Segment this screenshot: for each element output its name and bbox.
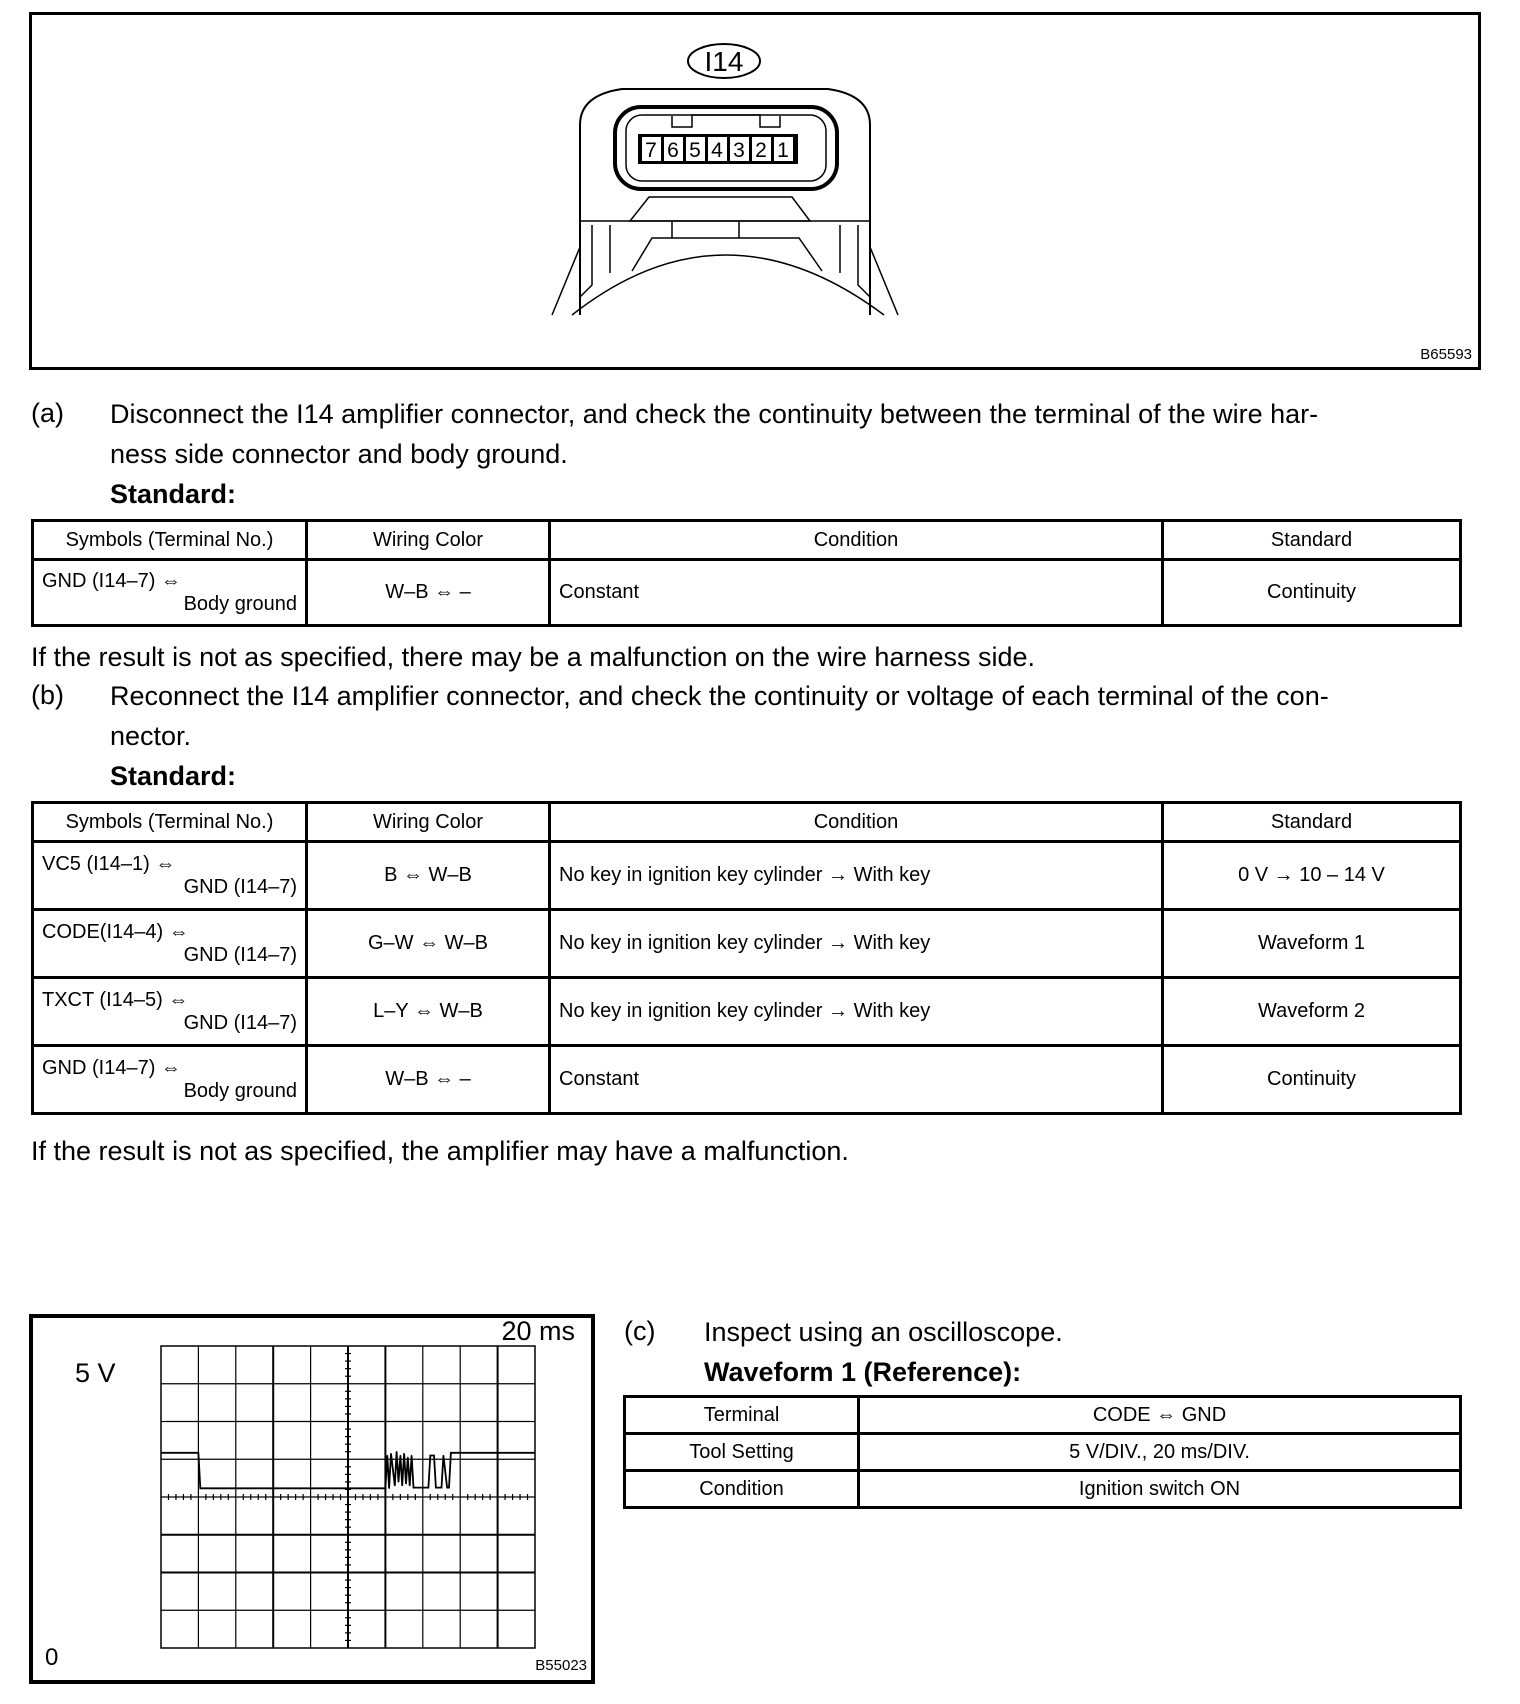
step-b-line1: Reconnect the I14 amplifier connector, and check the continuity or voltage of each terminal of the con- (110, 681, 1329, 711)
pin-number: 6 (667, 139, 679, 162)
cell-wiring: B ⇔ W–B (307, 842, 550, 910)
step-a-instructions (110, 394, 1490, 514)
label-condition: Condition (625, 1471, 859, 1508)
table-header-row (33, 803, 1461, 842)
cell-standard: 0 V → 10 – 14 V (1163, 842, 1461, 910)
pin-row (638, 134, 798, 164)
step-c-marker: (c) (624, 1316, 656, 1346)
waveform-point (385, 1488, 386, 1489)
figure-code: B55023 (535, 1657, 587, 1674)
waveform-point (405, 1483, 406, 1484)
waveform-point (415, 1487, 416, 1488)
connector-figure (29, 12, 1481, 370)
label-terminal: Terminal (625, 1397, 859, 1434)
waveform-point (389, 1488, 390, 1489)
cell-symbol: GND (I14–7) ⇔ Body ground (33, 560, 307, 626)
waveform-point (198, 1452, 199, 1453)
waveform-point (411, 1455, 412, 1456)
pin-number: 2 (755, 139, 767, 162)
connector-key (672, 115, 780, 127)
step-a-note: If the result is not as specified, there may be a malfunction on the wire harness side. (31, 642, 1036, 672)
label-tool-setting: Tool Setting (625, 1434, 859, 1471)
table-row (625, 1434, 1461, 1471)
cell-standard: Continuity (1163, 1046, 1461, 1114)
header-condition: Condition (550, 803, 1163, 842)
waveform-point (404, 1453, 405, 1454)
waveform-point (428, 1487, 429, 1488)
waveform-point (433, 1455, 434, 1456)
header-condition: Condition (550, 521, 1163, 560)
connector-drawing (32, 15, 1484, 373)
waveform-point (450, 1452, 451, 1453)
header-standard: Standard (1163, 521, 1461, 560)
step-a-table (31, 519, 1462, 627)
pin-number: 1 (777, 139, 789, 162)
cell-condition: Constant (550, 560, 1163, 626)
step-a-line1: Disconnect the I14 amplifier connector, and check the continuity between the terminal of the wire har- (110, 399, 1319, 429)
cell-condition: Constant (550, 1046, 1163, 1114)
figure-code: B65593 (1420, 346, 1472, 363)
cell-wiring: W–B ⇔ – (307, 1046, 550, 1114)
waveform-point (409, 1485, 410, 1486)
cell-symbol: TXCT (I14–5) ⇔ GND (I14–7) (33, 978, 307, 1046)
table-row (33, 842, 1461, 910)
waveform-point (441, 1487, 442, 1488)
oscilloscope-figure (29, 1314, 595, 1684)
header-wiring: Wiring Color (307, 803, 550, 842)
header-symbols: Symbols (Terminal No.) (33, 521, 307, 560)
value-tool-setting: 5 V/DIV., 20 ms/DIV. (859, 1434, 1461, 1471)
step-b-instructions (110, 676, 1490, 796)
waveform-plot (33, 1318, 599, 1688)
waveform-point (402, 1485, 403, 1486)
cell-symbol: GND (I14–7) ⇔ Body ground (33, 1046, 307, 1114)
header-symbols: Symbols (Terminal No.) (33, 803, 307, 842)
value-condition: Ignition switch ON (859, 1471, 1461, 1508)
cell-symbol: VC5 (I14–1) ⇔ GND (I14–7) (33, 842, 307, 910)
pin-number: 7 (645, 139, 657, 162)
time-per-div-label: 20 ms (501, 1316, 575, 1346)
cell-standard: Continuity (1163, 560, 1461, 626)
waveform-point (413, 1487, 414, 1488)
table-row (33, 910, 1461, 978)
cell-standard: Waveform 2 (1163, 978, 1461, 1046)
cell-condition: No key in ignition key cylinder → With key (550, 978, 1163, 1046)
volt-per-div-label: 5 V (75, 1358, 116, 1388)
waveform-settings-table (623, 1395, 1462, 1509)
waveform-point (435, 1487, 436, 1488)
table-row (33, 1046, 1461, 1114)
connector-label: I14 (704, 46, 744, 77)
table-row (625, 1471, 1461, 1508)
waveform-point (394, 1485, 395, 1486)
waveform-title: Waveform 1 (Reference): (704, 1357, 1022, 1387)
waveform-point (430, 1455, 431, 1456)
waveform-point (398, 1481, 399, 1482)
waveform-point (448, 1487, 449, 1488)
step-b-table (31, 801, 1462, 1115)
table-header-row (33, 521, 1461, 560)
pin-number: 4 (711, 139, 723, 162)
waveform-point (400, 1455, 401, 1456)
step-a-marker: (a) (31, 398, 64, 428)
step-b-standard-label: Standard: (110, 761, 237, 791)
pin-number: 3 (733, 139, 745, 162)
step-a-standard-label: Standard: (110, 479, 237, 509)
waveform-point (396, 1451, 397, 1452)
step-b-line2: nector. (110, 721, 192, 751)
header-wiring: Wiring Color (307, 521, 550, 560)
step-b-note: If the result is not as specified, the amplifier may have a malfunction. (31, 1136, 849, 1166)
waveform-point (407, 1457, 408, 1458)
cell-wiring: L–Y ⇔ W–B (307, 978, 550, 1046)
step-b-marker: (b) (31, 680, 64, 710)
waveform-point (387, 1455, 388, 1456)
cell-wiring: G–W ⇔ W–B (307, 910, 550, 978)
waveform-point (534, 1452, 535, 1453)
step-c-text: Inspect using an oscilloscope. (704, 1317, 1063, 1347)
cell-condition: No key in ignition key cylinder → With key (550, 910, 1163, 978)
waveform-point (443, 1455, 444, 1456)
step-c-instructions (704, 1312, 1063, 1392)
cell-condition: No key in ignition key cylinder → With key (550, 842, 1163, 910)
waveform-point (200, 1488, 201, 1489)
cell-standard: Waveform 1 (1163, 910, 1461, 978)
zero-label: 0 (45, 1644, 59, 1671)
pin-number: 5 (689, 139, 701, 162)
waveform-point (447, 1487, 448, 1488)
value-terminal: CODE ⇔ GND (859, 1397, 1461, 1434)
cell-wiring: W–B ⇔ – (307, 560, 550, 626)
cell-symbol: CODE(I14–4) ⇔ GND (I14–7) (33, 910, 307, 978)
step-a-line2: ness side connector and body ground. (110, 439, 568, 469)
waveform-point (160, 1452, 161, 1453)
header-standard: Standard (1163, 803, 1461, 842)
table-row (33, 560, 1461, 626)
table-row (33, 978, 1461, 1046)
waveform-point (390, 1453, 391, 1454)
table-row (625, 1397, 1461, 1434)
